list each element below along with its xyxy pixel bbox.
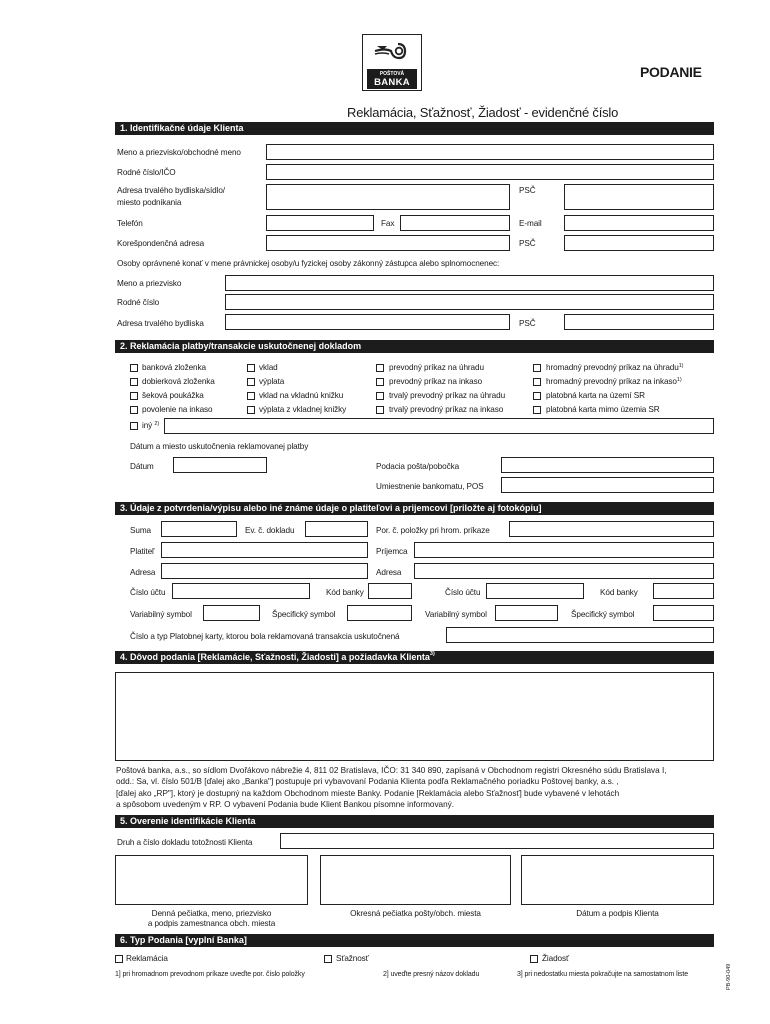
option-label: banková zloženka [142, 363, 206, 372]
label-corr-psc: PSČ [519, 239, 536, 248]
label-payer-account: Číslo účtu [130, 588, 166, 597]
authorized-persons-note: Osoby oprávnené konať v mene právnickej osoby/u fyzickej osoby zákonný zástupca alebo splnomocnenec: [117, 259, 500, 268]
option-label: trvalý prevodný príkaz na inkaso [389, 405, 504, 414]
input-corr-address[interactable] [266, 235, 510, 251]
input-corr-psc[interactable] [564, 235, 714, 251]
label-payee-ss: Špecifický symbol [571, 610, 635, 619]
option-label: vklad [259, 363, 278, 372]
logo-text-bottom: BANKA [374, 77, 410, 88]
label-atm: Umiestnenie bankomatu, POS [376, 482, 484, 491]
label-payer-ss: Špecifický symbol [272, 610, 336, 619]
checkbox-cod-slip[interactable] [130, 378, 138, 386]
option-label: platobná karta na území SR [546, 391, 645, 400]
section-4-header: 4. Dôvod podania [Reklamácie, Sťažnosti, Žiadosti] a požiadavka Klienta$^{3)}$ [115, 651, 714, 664]
label-auth-psc: PSČ [519, 319, 536, 328]
label-fax: Fax [381, 219, 395, 228]
label-corr-address: Korešpondenčná adresa [117, 239, 205, 248]
option-label: trvalý prevodný príkaz na úhradu [389, 391, 506, 400]
checkbox-transfer-payment[interactable] [376, 364, 384, 372]
checkbox-bulk-payment[interactable] [533, 364, 541, 372]
label-payer-bank: Kód banky [326, 588, 364, 597]
input-payer-vs[interactable] [203, 605, 260, 621]
footnote-1: 1] pri hromadnom prevodnom príkaze uveďte por. číslo položky [115, 971, 305, 978]
input-id-document[interactable] [280, 833, 714, 849]
input-payee-bank[interactable] [653, 583, 714, 599]
label-payer-address: Adresa [130, 568, 156, 577]
logo-text-top: POŠTOVÁ [379, 71, 405, 77]
checkbox-passbook-deposit[interactable] [247, 392, 255, 400]
label-name: Meno a priezvisko/obchodné meno [117, 148, 241, 157]
input-payer[interactable] [161, 542, 368, 558]
input-card[interactable] [446, 627, 714, 643]
input-item-number[interactable] [509, 521, 714, 537]
label-auth-birth: Rodné číslo [117, 298, 160, 307]
input-fax[interactable] [400, 215, 510, 231]
input-address[interactable] [266, 184, 510, 210]
legal-line: Poštová banka, a.s., so sídlom Dvořákovo nábrežie 4, 811 02 Bratislava, IČO: 31 340 890, zapísaná v Obchodnom registri Okresného súdu Bratislava I, [116, 766, 667, 775]
label-address-2: miesto podnikania [117, 198, 182, 207]
label-payer: Platiteľ [130, 547, 155, 556]
label-id-document: Druh a číslo dokladu totožnosti Klienta [117, 838, 253, 847]
input-auth-psc[interactable] [564, 314, 714, 330]
section-2-header: 2. Reklamácia platby/transakcie uskutočnenej dokladom [115, 340, 714, 353]
legal-line: a spôsobom uvedeným v RP. O vybavení Podania bude Klient Bankou písomne informovaný. [116, 799, 455, 809]
option-label: výplata z vkladnej knižky [259, 405, 347, 414]
checkbox-card-abroad[interactable] [533, 406, 541, 414]
label-birth-number: Rodné číslo/IČO [117, 168, 176, 177]
label-post-office: Podacia pošta/pobočka [376, 462, 460, 471]
checkbox-standing-collection[interactable] [376, 406, 384, 414]
page-title: PODANIE [640, 64, 702, 80]
textarea-reason[interactable] [115, 672, 714, 761]
label-phone: Telefón [117, 219, 143, 228]
input-payee-ss[interactable] [653, 605, 714, 621]
input-birth-number[interactable] [266, 164, 714, 180]
footnote-2: 2] uveďte presný názov dokladu [383, 971, 480, 978]
option-label: platobná karta mimo územia SR [546, 405, 660, 414]
input-amount[interactable] [161, 521, 237, 537]
option-label: prevodný príkaz na inkaso [389, 377, 483, 386]
option-label: vklad na vkladnú knižku [259, 391, 344, 400]
option-label: Žiadosť [542, 954, 569, 963]
checkbox-direct-debit[interactable] [130, 406, 138, 414]
checkbox-other[interactable] [130, 422, 138, 430]
input-psc[interactable] [564, 184, 714, 210]
section-5-header: 5. Overenie identifikácie Klienta [115, 815, 714, 828]
checkbox-bulk-collection[interactable] [533, 378, 541, 386]
checkbox-passbook-withdrawal[interactable] [247, 406, 255, 414]
input-payer-ss[interactable] [347, 605, 412, 621]
section-1-header: 1. Identifikačné údaje Klienta [115, 122, 714, 135]
label-payee-address: Adresa [376, 568, 402, 577]
label-amount: Suma [130, 526, 151, 535]
checkbox-standing-payment[interactable] [376, 392, 384, 400]
checkbox-withdrawal[interactable] [247, 378, 255, 386]
input-post-office[interactable] [501, 457, 714, 473]
label-payer-vs: Variabilný symbol [130, 610, 192, 619]
checkbox-type-complaint[interactable] [115, 955, 123, 963]
label-auth-address: Adresa trvalého bydliska [117, 319, 204, 328]
option-label: výplata [259, 377, 285, 386]
bank-logo [362, 34, 422, 91]
input-payee[interactable] [414, 542, 714, 558]
section-6-header: 6. Typ Podania [vyplní Banka] [115, 934, 714, 947]
stamp-box-employee[interactable] [115, 855, 308, 905]
legal-line: odd.: Sa, vl. číslo 501/B [ďalej ako „Banka"] postupuje pri vybavovaní Podania Klienta podľa Reklamačného poriadku Poštovej banky, a.s. , [116, 777, 619, 787]
label-address-1: Adresa trvalého bydliska/sídlo/ [117, 186, 225, 195]
label-doc-number: Ev. č. dokladu [245, 526, 295, 535]
input-auth-birth[interactable] [225, 294, 714, 310]
input-phone[interactable] [266, 215, 374, 231]
legal-notice [116, 765, 716, 810]
input-payer-account[interactable] [172, 583, 310, 599]
signature-box-client[interactable] [521, 855, 714, 905]
stamp-label-employee-1: Denná pečiatka, meno, priezvisko [151, 909, 272, 918]
section-3-header: 3. Údaje z potvrdenia/výpisu alebo iné známe údaje o platiteľovi a prijemcovi [priložte aj fotokópiu] [115, 502, 714, 515]
label-payee-bank: Kód banky [600, 588, 638, 597]
input-payee-vs[interactable] [495, 605, 558, 621]
checkbox-type-request[interactable] [530, 955, 538, 963]
stamp-label-post: Okresná pečiatka pošty/obch. miesta [350, 909, 481, 918]
checkbox-transfer-collection[interactable] [376, 378, 384, 386]
checkbox-deposit[interactable] [247, 364, 255, 372]
checkbox-type-grievance[interactable] [324, 955, 332, 963]
label-payee-vs: Variabilný symbol [425, 610, 487, 619]
label-card: Číslo a typ Platobnej karty, ktorou bola reklamovaná transakcia uskutočnená [130, 632, 400, 641]
option-label: dobierková zloženka [142, 377, 215, 386]
option-label: povolenie na inkaso [142, 405, 213, 414]
input-payee-account[interactable] [486, 583, 584, 599]
checkbox-bank-slip[interactable] [130, 364, 138, 372]
option-label: prevodný príkaz na úhradu [389, 363, 484, 372]
input-payer-bank[interactable] [368, 583, 412, 599]
stamp-box-post[interactable] [320, 855, 511, 905]
option-label: šeková poukážka [142, 391, 204, 400]
posthorn-icon [363, 36, 421, 68]
option-label-other: iný $^{2)}$ [142, 421, 160, 430]
option-label: hromadný prevodný príkaz na inkaso$^{1)}$ [546, 377, 682, 386]
stamp-label-employee-2: a podpis zamestnanca obch. miesta [147, 919, 276, 928]
page-subtitle: Reklamácia, Sťažnosť, Žiadosť - evidenčné číslo [347, 105, 619, 120]
input-payer-address[interactable] [161, 563, 368, 579]
checkbox-cheque[interactable] [130, 392, 138, 400]
input-doc-number[interactable] [305, 521, 368, 537]
input-email[interactable] [564, 215, 714, 231]
input-auth-name[interactable] [225, 275, 714, 291]
label-date: Dátum [130, 462, 154, 471]
label-item-number: Por. č. položky pri hrom. príkaze [376, 526, 490, 535]
input-client-name[interactable] [266, 144, 714, 160]
label-date-place: Dátum a miesto uskutočnenia reklamovanej platby [130, 442, 309, 451]
input-date[interactable] [173, 457, 267, 473]
input-auth-address[interactable] [225, 314, 510, 330]
signature-label-client: Dátum a podpis Klienta [576, 909, 659, 918]
form-code: PB-90-049 [726, 963, 732, 990]
footnote-3: 3] pri nedostatku miesta pokračujte na samostatnom liste [517, 971, 689, 978]
input-payee-address[interactable] [414, 563, 714, 579]
option-label: hromadný prevodný príkaz na úhradu$^{1)}$ [546, 363, 684, 372]
label-psc: PSČ [519, 186, 536, 195]
legal-line: [ďalej ako „RP"], ktorý je dostupný na každom Obchodnom mieste Banky. Podanie [Reklamácia alebo Sťažnosť] bude vybavené v lehotách [116, 788, 620, 798]
label-payee-account: Číslo účtu [445, 588, 481, 597]
label-auth-name: Meno a priezvisko [117, 279, 182, 288]
checkbox-card-domestic[interactable] [533, 392, 541, 400]
label-payee: Príjemca [376, 547, 408, 556]
option-label: Sťažnosť [336, 954, 369, 963]
option-label: Reklamácia [126, 954, 168, 963]
input-atm[interactable] [501, 477, 714, 493]
input-other-document[interactable] [164, 418, 714, 434]
label-email: E-mail [519, 219, 542, 228]
